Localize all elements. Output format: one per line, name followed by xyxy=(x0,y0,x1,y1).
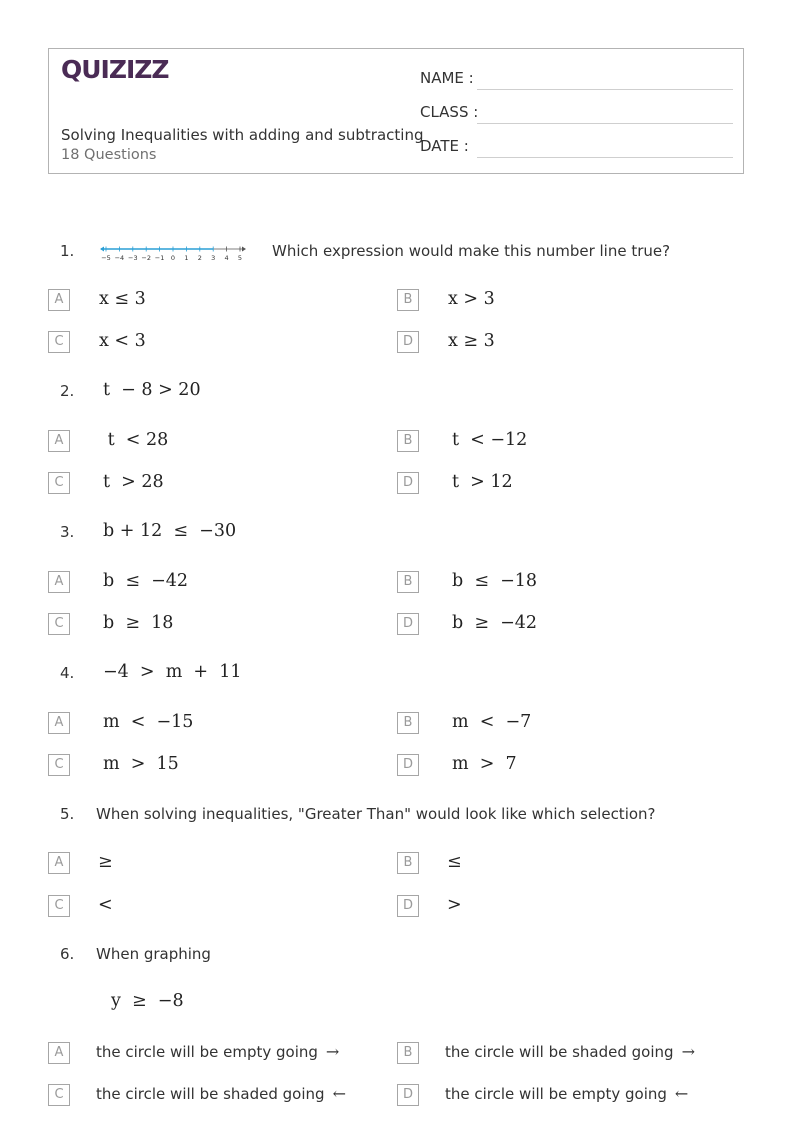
question-text: Which expression would make this number line true? xyxy=(272,242,671,260)
option-letter[interactable]: D xyxy=(397,331,419,353)
name-line[interactable] xyxy=(477,89,733,90)
number-line-tick-label: 3 xyxy=(211,254,216,262)
option-letter[interactable]: B xyxy=(397,430,419,452)
option-value[interactable]: < xyxy=(98,895,113,915)
option-value[interactable] xyxy=(445,1042,695,1061)
option-value[interactable] xyxy=(96,1084,346,1103)
option-value[interactable]: b ≤ −18 xyxy=(452,571,538,591)
option-letter[interactable]: B xyxy=(397,289,419,311)
number-line-tick-label: −1 xyxy=(154,254,165,262)
option-letter[interactable]: A xyxy=(48,1042,70,1064)
question-text: When graphing xyxy=(96,945,211,963)
option-value[interactable]: m < −7 xyxy=(452,712,532,732)
left-arrow-icon: ← xyxy=(674,1084,689,1103)
option-value[interactable]: t > 28 xyxy=(103,472,164,492)
question-text: When solving inequalities, "Greater Than" would look like which selection? xyxy=(96,805,656,823)
option-value[interactable]: m > 15 xyxy=(103,754,179,774)
number-line-tick-label: 4 xyxy=(224,254,229,262)
date-line[interactable] xyxy=(477,157,733,158)
option-text: the circle will be empty going xyxy=(445,1085,667,1103)
option-value[interactable]: m < −15 xyxy=(103,712,194,732)
number-line-tick-label: −5 xyxy=(101,254,111,262)
number-line-tick-label: −2 xyxy=(141,254,151,262)
option-letter[interactable]: B xyxy=(397,712,419,734)
question-number: 4. xyxy=(60,664,75,682)
option-letter[interactable]: A xyxy=(48,571,70,593)
option-letter[interactable]: C xyxy=(48,613,70,635)
option-value[interactable]: x > 3 xyxy=(448,289,495,309)
right-arrow-icon: → xyxy=(681,1042,695,1061)
option-letter[interactable]: A xyxy=(48,289,70,311)
option-value[interactable] xyxy=(96,1042,339,1061)
number-line-tick-label: −4 xyxy=(114,254,125,262)
number-line-tick-label: 2 xyxy=(197,254,202,262)
option-value[interactable]: b ≥ −42 xyxy=(452,613,538,633)
number-line-right-arrow xyxy=(242,247,246,252)
option-value[interactable] xyxy=(445,1084,688,1103)
option-letter[interactable]: B xyxy=(397,571,419,593)
option-letter[interactable]: B xyxy=(397,852,419,874)
option-value[interactable]: x ≤ 3 xyxy=(99,289,146,309)
option-value[interactable]: b ≤ −42 xyxy=(103,571,189,591)
option-letter[interactable]: D xyxy=(397,472,419,494)
worksheet-title: Solving Inequalities with adding and subtracting xyxy=(61,126,424,144)
option-letter[interactable]: A xyxy=(48,430,70,452)
number-line-tick-label: −3 xyxy=(128,254,138,262)
right-arrow-icon: → xyxy=(325,1042,340,1061)
option-value[interactable]: ≤ xyxy=(447,852,462,872)
question-number: 3. xyxy=(60,523,75,541)
date-label: DATE : xyxy=(420,137,469,155)
option-value[interactable]: x < 3 xyxy=(99,331,146,351)
question-count: 18 Questions xyxy=(61,147,157,163)
number-line-tick-label: 1 xyxy=(184,254,189,262)
option-letter[interactable]: D xyxy=(397,613,419,635)
option-text: the circle will be shaded going xyxy=(96,1085,325,1103)
class-line[interactable] xyxy=(477,123,733,124)
name-label: NAME : xyxy=(420,69,474,87)
option-letter[interactable]: B xyxy=(397,1042,419,1064)
option-letter[interactable]: C xyxy=(48,472,70,494)
option-value[interactable]: t < 28 xyxy=(102,430,169,450)
left-arrow-icon: ← xyxy=(332,1084,346,1103)
option-letter[interactable]: A xyxy=(48,712,70,734)
number-line-figure xyxy=(100,243,256,265)
option-value[interactable]: t > 12 xyxy=(452,472,513,492)
number-line-left-arrow xyxy=(100,247,104,252)
option-text: the circle will be shaded going xyxy=(445,1043,674,1061)
option-value[interactable]: ≥ xyxy=(98,852,113,872)
question-number: 1. xyxy=(60,242,75,260)
question-number: 5. xyxy=(60,805,75,823)
option-letter[interactable]: C xyxy=(48,754,70,776)
quizizz-logo: QUIZIZZ xyxy=(61,55,169,84)
option-letter[interactable]: C xyxy=(48,895,70,917)
question-number: 2. xyxy=(60,382,75,400)
option-text: the circle will be empty going xyxy=(96,1043,318,1061)
option-value[interactable]: m > 7 xyxy=(452,754,517,774)
question-text: −4 > m + 11 xyxy=(103,662,242,682)
number-line-tick-label: 0 xyxy=(170,254,176,262)
question-text: t − 8 > 20 xyxy=(103,380,201,400)
option-value[interactable]: b ≥ 18 xyxy=(103,613,174,633)
option-letter[interactable]: A xyxy=(48,852,70,874)
number-line-tick-label: 5 xyxy=(237,254,243,262)
question-subtext: y ≥ −8 xyxy=(111,991,184,1011)
class-label: CLASS : xyxy=(420,103,479,121)
option-letter[interactable]: C xyxy=(48,1084,70,1106)
option-value[interactable]: t < −12 xyxy=(452,430,528,450)
option-letter[interactable]: D xyxy=(397,754,419,776)
question-number: 6. xyxy=(60,945,75,963)
option-value[interactable]: > xyxy=(447,895,462,915)
question-text: b + 12 ≤ −30 xyxy=(103,521,237,541)
option-letter[interactable]: C xyxy=(48,331,70,353)
option-letter[interactable]: D xyxy=(397,895,419,917)
option-letter[interactable]: D xyxy=(397,1084,419,1106)
worksheet-header xyxy=(48,48,744,174)
option-value[interactable]: x ≥ 3 xyxy=(448,331,495,351)
